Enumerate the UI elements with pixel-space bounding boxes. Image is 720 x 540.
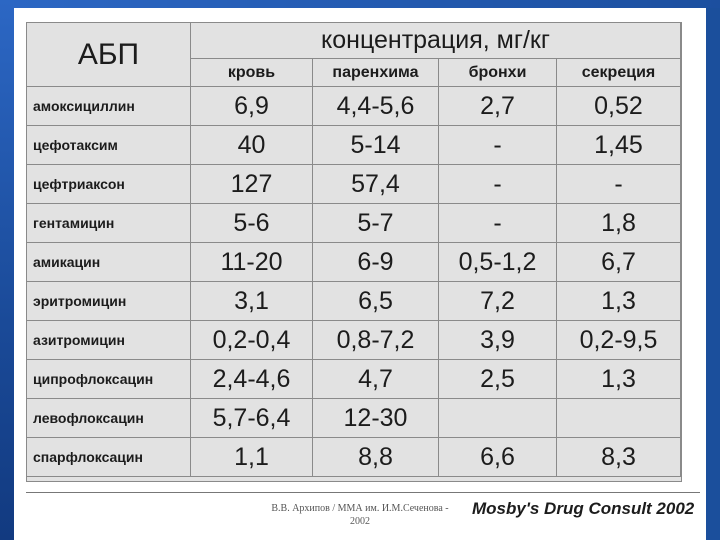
value-cell: 40 — [191, 126, 313, 165]
concentration-header: концентрация, мг/кг — [191, 23, 681, 59]
value-cell: - — [557, 165, 681, 204]
drug-name-cell: цефотаксим — [27, 126, 191, 165]
column-header: паренхима — [313, 59, 439, 87]
value-cell: 1,3 — [557, 282, 681, 321]
value-cell: 1,1 — [191, 438, 313, 477]
source-reference: Mosby's Drug Consult 2002 — [472, 499, 695, 518]
value-cell: 5-14 — [313, 126, 439, 165]
value-cell: 12-30 — [313, 399, 439, 438]
abp-header: АБП — [27, 23, 191, 87]
value-cell: 6,9 — [191, 87, 313, 126]
value-cell: 1,3 — [557, 360, 681, 399]
value-cell: 6,6 — [439, 438, 557, 477]
drug-name-cell: азитромицин — [27, 321, 191, 360]
author-credit — [250, 502, 470, 528]
drug-name-cell: цефтриаксон — [27, 165, 191, 204]
column-header: бронхи — [439, 59, 557, 87]
column-header: секреция — [557, 59, 681, 87]
value-cell: - — [439, 165, 557, 204]
value-cell: 3,1 — [191, 282, 313, 321]
footer-divider — [26, 492, 700, 493]
drug-name-cell: эритромицин — [27, 282, 191, 321]
value-cell: - — [439, 126, 557, 165]
value-cell: 5-6 — [191, 204, 313, 243]
drug-name-cell: амоксициллин — [27, 87, 191, 126]
value-cell: 57,4 — [313, 165, 439, 204]
author-credit-line2: 2002 — [350, 516, 370, 527]
value-cell: 4,4-5,6 — [313, 87, 439, 126]
value-cell: 0,2-9,5 — [557, 321, 681, 360]
value-cell: 0,5-1,2 — [439, 243, 557, 282]
value-cell — [439, 399, 557, 438]
value-cell: 0,2-0,4 — [191, 321, 313, 360]
value-cell: 8,8 — [313, 438, 439, 477]
value-cell: 6,5 — [313, 282, 439, 321]
value-cell: 2,7 — [439, 87, 557, 126]
value-cell: 3,9 — [439, 321, 557, 360]
drug-name-cell: гентамицин — [27, 204, 191, 243]
value-cell: 0,8-7,2 — [313, 321, 439, 360]
value-cell: 0,52 — [557, 87, 681, 126]
value-cell: 5-7 — [313, 204, 439, 243]
value-cell: - — [439, 204, 557, 243]
value-cell — [557, 399, 681, 438]
value-cell: 4,7 — [313, 360, 439, 399]
frame-left-border — [0, 0, 14, 540]
value-cell: 11-20 — [191, 243, 313, 282]
drug-name-cell: ципрофлоксацин — [27, 360, 191, 399]
author-credit-line1: В.В. Архипов / ММА им. И.М.Сеченова - — [271, 503, 449, 514]
value-cell: 5,7-6,4 — [191, 399, 313, 438]
value-cell: 7,2 — [439, 282, 557, 321]
value-cell: 8,3 — [557, 438, 681, 477]
value-cell: 2,4-4,6 — [191, 360, 313, 399]
drug-name-cell: спарфлоксацин — [27, 438, 191, 477]
value-cell: 1,8 — [557, 204, 681, 243]
value-cell: 1,45 — [557, 126, 681, 165]
frame-top-border — [0, 0, 720, 8]
drug-name-cell: левофлоксацин — [27, 399, 191, 438]
value-cell: 127 — [191, 165, 313, 204]
concentration-table — [26, 22, 682, 482]
value-cell: 6-9 — [313, 243, 439, 282]
value-cell: 6,7 — [557, 243, 681, 282]
slide — [14, 8, 706, 540]
drug-name-cell: амикацин — [27, 243, 191, 282]
column-header: кровь — [191, 59, 313, 87]
value-cell: 2,5 — [439, 360, 557, 399]
